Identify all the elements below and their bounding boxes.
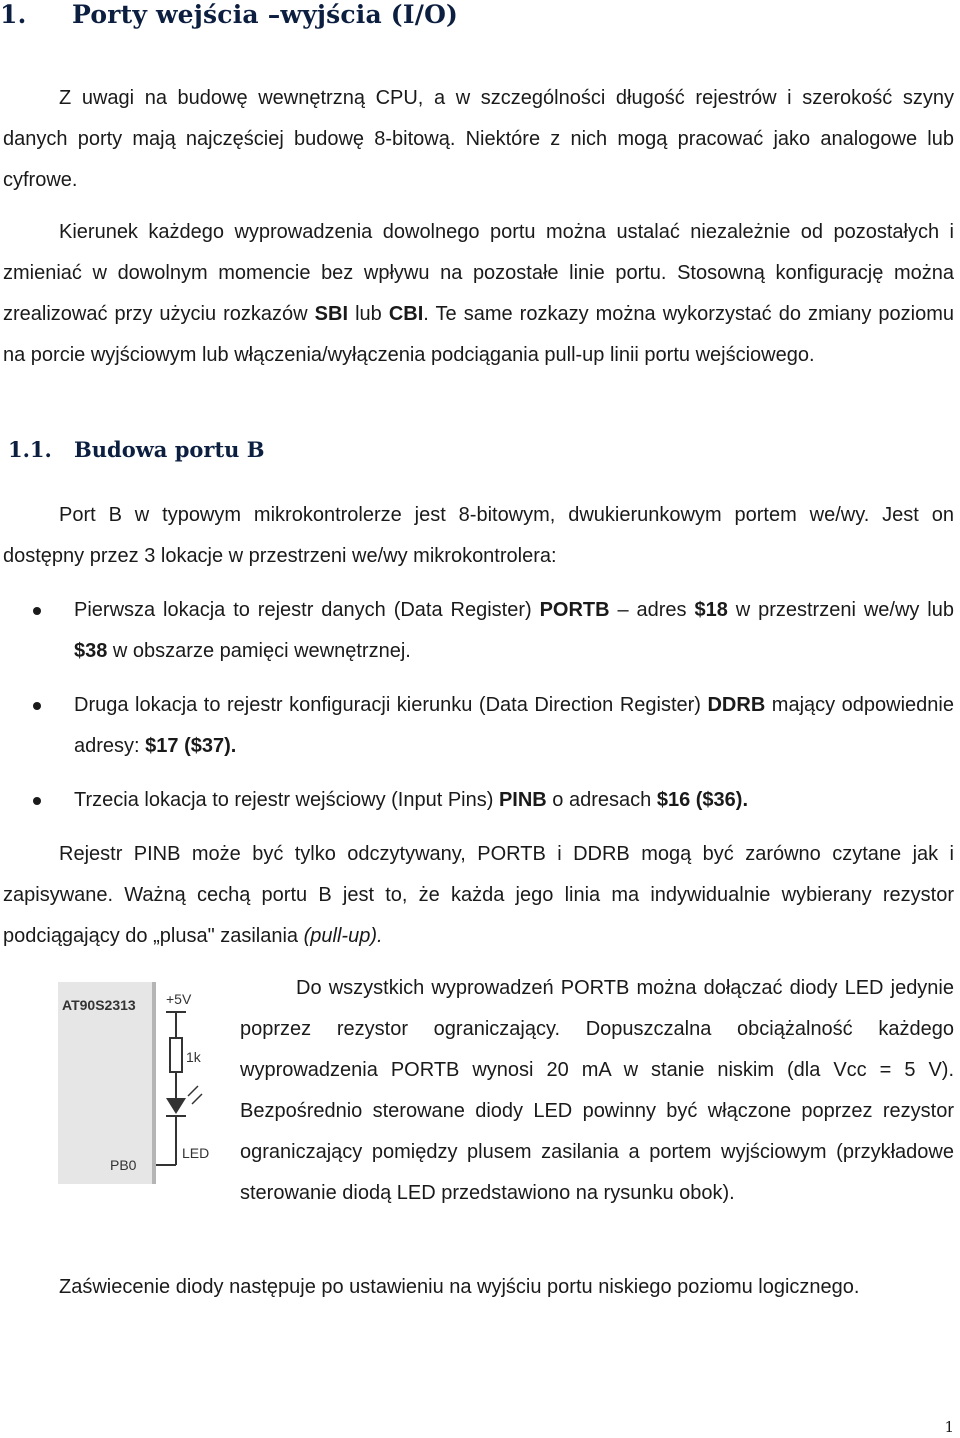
- register-pinb: PINB: [498, 789, 547, 811]
- text-run: Rejestr PINB może być tylko odczytywany, PORTB i DDRB mogą być zarówno czytane jak i zapisywane. Ważną cechą portu B jest to, że każda jego linia ma indywidualnie wybierany rezystor podciągający do „plusa" zasilania: [3, 843, 954, 947]
- section-title: Porty wejścia –wyjścia (I/O): [72, 0, 459, 29]
- list-item: Trzecia lokacja to rejestr wejściowy (Input Pins) PINB o adresach $16 ($36).: [20, 780, 954, 821]
- resistor-label: 1k: [186, 1049, 201, 1065]
- bullet-icon: [33, 607, 41, 615]
- resistor-symbol: [170, 1038, 182, 1072]
- section-heading: [0, 0, 458, 29]
- register-portb: PORTB: [539, 599, 610, 621]
- text-run: Kierunek każdego wyprowadzenia dowolnego portu można ustalać niezależnie od pozostałych i zmieniać w dowolnym momencie bez wpływu na pozostałe linie portu. Stosowną konfigurację można zrealizować przy użyciu rozkazów: [3, 221, 954, 325]
- address-value: $16 ($36).: [656, 789, 748, 811]
- section-number: 1.: [0, 0, 27, 29]
- instruction-cbi: CBI: [388, 303, 424, 325]
- bullet-icon: [33, 797, 41, 805]
- led-circuit-diagram: [58, 980, 228, 1188]
- led-label: LED: [182, 1145, 210, 1161]
- paragraph-direction: [3, 212, 954, 376]
- subsection-title: Budowa portu B: [74, 437, 265, 462]
- list-item: Pierwsza lokacja to rejestr danych (Data Register) PORTB – adres $18 w przestrzeni we/wy lub $38 w obszarze pamięci wewnętrznej.: [20, 590, 954, 672]
- led-symbol: [166, 1098, 186, 1114]
- register-ddrb: DDRB: [707, 694, 766, 716]
- address-value: $18: [694, 599, 728, 621]
- paragraph-intro: Z uwagi na budowę wewnętrzną CPU, a w szczególności długość rejestrów i szerokość szyny danych porty mają najczęściej budowę 8-bitową. Niektóre z nich mogą pracować jako analogowe lub cyfrowe.: [3, 87, 954, 191]
- chip-label: AT90S2313: [62, 997, 136, 1013]
- paragraph-pinb: [3, 834, 954, 957]
- chip-edge: [152, 982, 156, 1184]
- italic-term: (pull-up).: [303, 925, 383, 947]
- supply-label: +5V: [166, 991, 192, 1007]
- pin-label: PB0: [110, 1157, 137, 1173]
- address-value: $17 ($37).: [145, 735, 237, 757]
- instruction-sbi: SBI: [314, 303, 349, 325]
- light-arrow: [192, 1094, 202, 1104]
- paragraph-logic-level: Zaświecenie diody następuje po ustawieniu na wyjściu portu niskiego poziomu logicznego.: [59, 1276, 860, 1298]
- paragraph-port-b: Port B w typowym mikrokontrolerze jest 8-bitowym, dwukierunkowym portem we/wy. Jest on dostępny przez 3 lokacje w przestrzeni we/wy mikrokontrolera:: [3, 504, 954, 567]
- bullet-icon: [33, 702, 41, 710]
- subsection-number: 1.1.: [8, 437, 52, 462]
- text-run: lub: [348, 303, 389, 325]
- paragraph-led: Do wszystkich wyprowadzeń PORTB można dołączać diody LED jedynie poprzez rezystor ograniczający. Dopuszczalna obciążalność każdego wyprowadzenia PORTB wynosi 20 mA w stanie niskim (dla Vcc = 5 V). Bezpośrednio sterowane diody LED powinny być włączone poprzez rezystor ograniczający pomiędzy plusem zasilania a portem wyjściowym (przykładowe sterowanie diodą LED przedstawiono na rysunku obok).: [240, 977, 954, 1204]
- light-arrow: [188, 1086, 198, 1096]
- address-value: $38: [74, 640, 108, 662]
- page-number: 1: [944, 1418, 954, 1436]
- subsection-heading: [8, 437, 265, 462]
- list-item: Druga lokacja to rejestr konfiguracji kierunku (Data Direction Register) DDRB mający odpowiednie adresy: $17 ($37).: [20, 685, 954, 767]
- text-run: . Te same rozkazy można wykorzystać do zmiany poziomu na porcie wyjściowym lub włączenia/wyłączenia podciągania pull-up linii portu wejściowego.: [3, 303, 955, 366]
